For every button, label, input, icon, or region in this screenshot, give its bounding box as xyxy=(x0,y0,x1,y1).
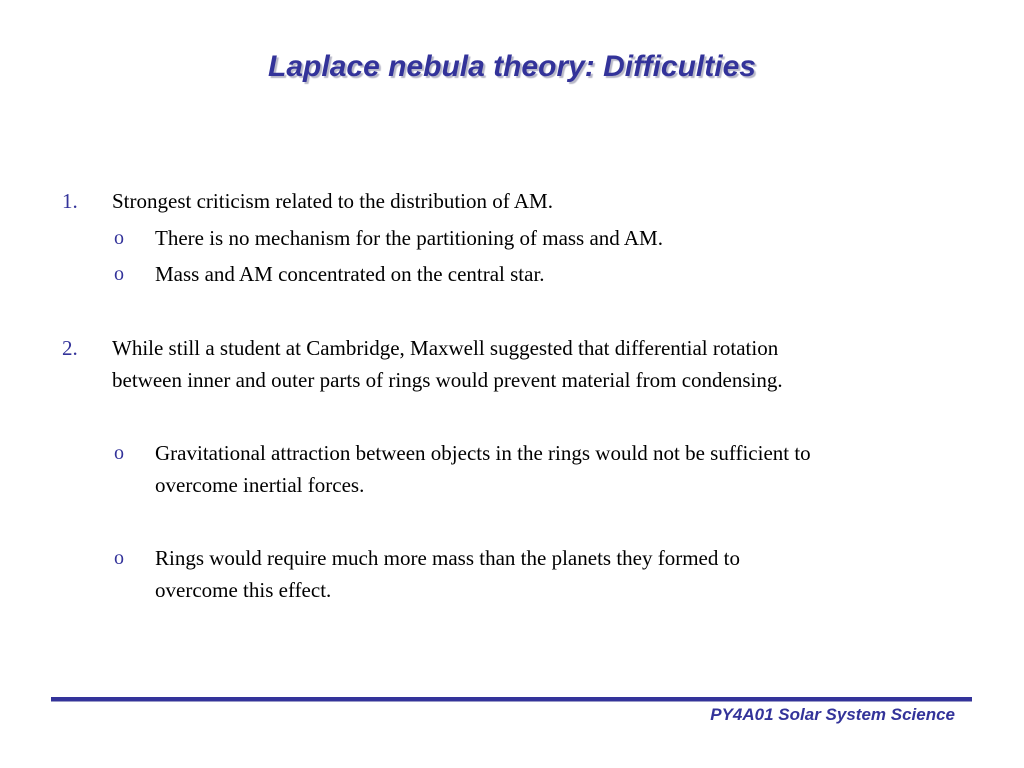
sub-item-text-line: overcome inertial forces. xyxy=(155,473,365,497)
sub-item-text: There is no mechanism for the partitioning of mass and AM. xyxy=(155,226,663,250)
list-number: 2. xyxy=(62,336,78,360)
sub-item-text-line: Rings would require much more mass than the planets they formed to xyxy=(155,546,740,570)
slide-title: Laplace nebula theory: Difficulties xyxy=(268,50,756,83)
list-item-text-line: While still a student at Cambridge, Maxwell suggested that differential rotation xyxy=(112,336,779,360)
list-item-text-line: between inner and outer parts of rings would prevent material from condensing. xyxy=(112,368,783,392)
sub-bullet-marker: o xyxy=(114,547,124,569)
footer-course-title: PY4A01 Solar System Science xyxy=(710,705,955,724)
sub-bullet-marker: o xyxy=(114,227,124,249)
footer-divider xyxy=(51,697,972,701)
sub-item-text-line: Gravitational attraction between objects in the rings would not be sufficient to xyxy=(155,441,811,465)
list-number: 1. xyxy=(62,189,78,213)
sub-bullet-marker: o xyxy=(114,442,124,464)
sub-item-text-line: overcome this effect. xyxy=(155,578,332,602)
sub-bullet-marker: o xyxy=(114,263,124,285)
sub-item-text: Mass and AM concentrated on the central star. xyxy=(155,262,545,286)
list-item-text: Strongest criticism related to the distribution of AM. xyxy=(112,189,553,213)
